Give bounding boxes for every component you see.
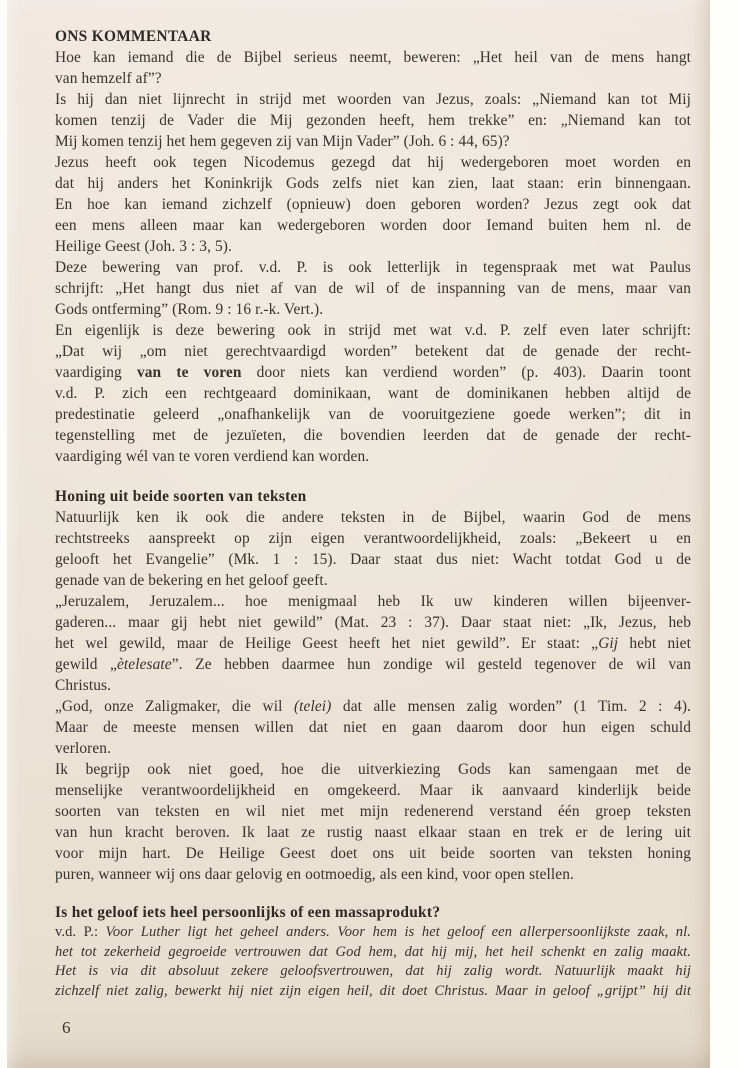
text-line (55, 425, 691, 446)
text-run: Natuurlijk ken ik ook die andere teksten in de Bijbel, waarin God de mens (55, 509, 691, 526)
text-run: Christus. (55, 677, 112, 694)
text-line (55, 696, 691, 717)
text-run: Is het geloof iets heel persoonlijks of een massaprodukt? (55, 904, 441, 921)
text-run: Is hij dan niet lijnrecht in strijd met woorden van Jezus, zoals: „Niemand kan tot Mij (55, 91, 691, 108)
text-run: Gij (598, 635, 619, 652)
text-run: Mij komen tenzij het hem gegeven zij van Mijn Vader” (Joh. 6 : 44, 65)? (55, 133, 510, 150)
text-run: vaardiging (55, 364, 137, 381)
text-line (55, 549, 691, 570)
text-line (55, 404, 691, 425)
text-run: genade van de bekering en het geloof geeft. (55, 572, 328, 589)
page-number: 6 (62, 1018, 71, 1037)
text-run: puren, wanneer wij ons daar gelovig en ootmoedig, als een kind, voor open stellen. (55, 866, 574, 883)
text-line (55, 923, 691, 943)
text-run: predestinatie geleerd „onafhankelijk van de vooruitgeziene goede werken”; dit in (55, 406, 691, 423)
text-line (55, 982, 691, 1002)
text-run: ONS KOMMENTAAR (55, 28, 212, 45)
scanned-book-page (7, 0, 710, 1068)
text-line (55, 47, 691, 68)
text-line (55, 362, 691, 383)
text-line (55, 843, 691, 864)
text-run: dat alle mensen zalig worden” (1 Tim. 2 : 4). (331, 698, 691, 715)
text-run: het tot zekerheid gegroeide vertrouwen dat God hem, dat hij mij, het heil schenkt en zalig maakt. (55, 943, 691, 960)
text-run: Hoe kan iemand die de Bijbel serieus neemt, beweren: „Het heil van de mens hangt (55, 49, 691, 66)
text-run: het wel gewild, maar de Heilige Geest heeft het niet gewild”. Er staat: „ (55, 635, 599, 652)
text-run: tegenstelling met de jezuïeten, die bovendien leerden dat de genade der recht- (55, 427, 691, 444)
text-line (55, 89, 691, 110)
text-line (55, 962, 691, 982)
text-run: schrijft: „Het hangt dus niet af van de wil of de inspanning van de mens, maar van (55, 280, 691, 297)
text-run: v.d. P.: (55, 924, 106, 940)
text-line (55, 341, 691, 362)
text-run: van hun kracht beroven. Ik laat ze rustig naast elkaar staan en trek er de lering uit (55, 824, 691, 841)
text-line (55, 131, 691, 152)
text-line (55, 173, 691, 194)
text-line (55, 780, 691, 801)
text-run: En eigenlijk is deze bewering ook in strijd met wat v.d. P. zelf even later schrijft: (55, 322, 691, 339)
text-run: van te voren (136, 364, 242, 381)
text-run: Deze bewering van prof. v.d. P. is ook letterlijk in tegenspraak met wat Paulus (55, 259, 691, 276)
text-run: gelooft het Evangelie” (Mk. 1 : 15). Daar staat dus niet: Wacht totdat God u de (55, 551, 691, 568)
text-line (55, 675, 691, 696)
text-run: Ik begrijp ook niet goed, hoe die uitverkiezing Gods kan samengaan met de (55, 761, 691, 778)
text-run: Gods ontferming” (Rom. 9 : 16 r.-k. Vert.). (55, 301, 324, 318)
text-line (55, 110, 691, 131)
text-run: Jezus heeft ook tegen Nicodemus gezegd dat hij wedergeboren moet worden en (55, 154, 691, 171)
text-run: „Dat wij „om niet gerechtvaardigd worden” betekent dat de genade der recht- (55, 343, 691, 360)
text-run: (telei) (293, 698, 332, 715)
text-run: Heilige Geest (Joh. 3 : 3, 5). (55, 238, 232, 255)
text-line (55, 591, 691, 612)
text-run: van hemzelf af”? (55, 70, 162, 87)
text-line (55, 68, 691, 89)
text-line (55, 570, 691, 591)
text-run: zichzelf niet zalig, bewerkt hij niet zijn eigen heil, dit doet Christus. Maar in geloof „grijpt” hij dit (55, 982, 691, 999)
text-run: gaderen... maar gij hebt niet gewild” (Mat. 23 : 37). Daar staat niet: „Ik, Jezus, heb (55, 614, 691, 631)
text-run: door niets kan verdiend worden” (p. 403). Daarin toont (241, 364, 691, 381)
text-line (55, 612, 691, 633)
text-line (55, 822, 691, 843)
text-line (55, 320, 691, 341)
section-heading (55, 26, 691, 47)
text-run: een mens alleen maar kan wedergeboren worden door Iemand buiten hem nl. de (55, 217, 691, 234)
text-line (55, 801, 691, 822)
text-line (55, 299, 691, 320)
text-line (55, 257, 691, 278)
text-line (55, 759, 691, 780)
text-line (55, 446, 691, 467)
text-run: voor mijn hart. De Heilige Geest doet ons uit beide soorten van teksten honing (55, 845, 691, 862)
text-line (55, 278, 691, 299)
text-run: menselijke verantwoordelijkheid en omgekeerd. Maar ik aanvaard kinderlijk beide (55, 782, 691, 799)
text-run: „Jeruzalem, Jeruzalem... hoe menigmaal heb Ik uw kinderen willen bijeenver- (55, 593, 691, 610)
text-line (55, 633, 691, 654)
text-column (55, 26, 691, 1001)
text-run: Honing uit beide soorten van teksten (55, 488, 307, 505)
text-line (55, 654, 691, 675)
text-line (55, 215, 691, 236)
text-run: ètelesate (117, 656, 172, 673)
text-line (55, 507, 691, 528)
text-run: rechtstreeks aanspreekt op zijn eigen verantwoordelijkheid, zoals: „Bekeert u en (55, 530, 691, 547)
text-line (55, 943, 691, 963)
text-run: vaardiging wél van te voren verdiend kan worden. (55, 448, 370, 465)
text-line (55, 194, 691, 215)
text-line (55, 717, 691, 738)
section-heading (55, 902, 691, 923)
text-run: komen tenzij de Vader die Mij gezonden heeft, hem trekke” en: „Niemand kan tot (55, 112, 691, 129)
text-run: verloren. (55, 740, 112, 757)
text-line (55, 152, 691, 173)
text-run: ”. Ze hebben daarmee hun zondige wil gesteld tegenover de wil van (171, 656, 691, 673)
text-run: gewild „ (55, 656, 117, 673)
text-line (55, 864, 691, 885)
section-heading (55, 486, 691, 507)
text-line (55, 738, 691, 759)
text-run: En hoe kan iemand zichzelf (opnieuw) doen geboren worden? Jezus zegt ook dat (55, 196, 691, 213)
text-run: Maar de meeste mensen willen dat niet en gaan daarom door hun eigen schuld (55, 719, 691, 736)
text-line (55, 528, 691, 549)
text-run: hebt niet (618, 635, 691, 652)
text-run: Het is via dit absoluut zekere geloofsvertrouwen, dat hij zalig wordt. Natuurlijk maakt hij (55, 963, 691, 979)
text-run: „God, onze Zaligmaker, die wil (55, 698, 294, 715)
text-run: v.d. P. zich een rechtgeaard dominikaan, want de dominikanen hebben altijd de (55, 385, 691, 402)
text-run: dat hij anders het Koninkrijk Gods zelfs niet kan zien, laat staan: erin binnengaan. (55, 175, 691, 192)
text-line (55, 236, 691, 257)
text-run: soorten van teksten en wil niet met mijn redenerend verstand één groep teksten (55, 803, 691, 820)
text-line (55, 383, 691, 404)
text-run: Voor Luther ligt het geheel anders. Voor hem is het geloof een allerpersoonlijkste zaak, nl. (105, 924, 691, 940)
